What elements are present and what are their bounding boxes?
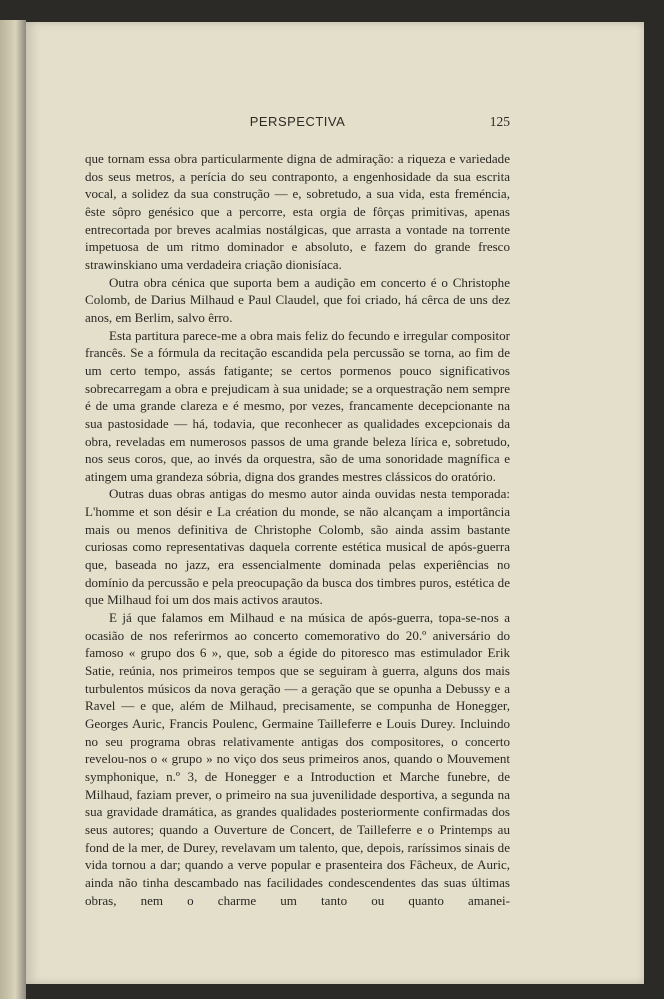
running-title: PERSPECTIVA: [249, 114, 346, 129]
paragraph: E já que falamos em Milhaud e na música de após-guerra, topa-se-nos a ocasião de nos referirmos ao concerto comemorativo do 20.º aniversário do famoso « grupo dos 6 », que, sob a égide do pitoresco mas estimulador Erik Satie, reúnia, nos primeiros tempos que se seguiram à guerra, alguns dos mais turbulentos músicos da nova geração — a geração que se opunha a Debussy e a Ravel — e que, além de Milhaud, precisamente, se compunha de Honegger, Georges Auric, Francis Poulenc, Germaine Tailleferre e Louis Durey. Incluindo no seu programa obras relativamente antigas dos compositores, o concerto revelou-nos o « grupo » no viço dos seus primeiros anos, quando o Mouvement symphonique, n.º 3, de Honegger e a Introduction et Marche funebre, de Milhaud, faziam prever, o primeiro na sua juvenilidade desportiva, a segunda na sua gravidade dramática, as grandes qualidades posteriormente confirmadas dos seus autores; quando a Ouverture de Concert, de Tailleferre e o Printemps au fond de la mer, de Durey, revelavam um talento, que, depois, raríssimos sinais de vida tornou a dar; quando a verve popular e prasenteira dos Fâcheux, de Auric, ainda não tinha descambado nas facilidades condescendentes das suas últimas obras, nem o charme um tanto ou quanto amanei-: [85, 610, 510, 908]
left-page-edge: [0, 20, 26, 999]
page-header: [85, 114, 510, 134]
page-number: 125: [489, 114, 510, 129]
paragraph: Outra obra cénica que suporta bem a audição em concerto é o Christophe Colomb, de Darius Milhaud e Paul Claudel, que foi criado, há cêrca de uns dez anos, em Berlim, salvo êrro.: [85, 274, 510, 325]
paragraph: Outras duas obras antigas do mesmo autor ainda ouvidas nesta temporada: L'homme et son désir e La création du monde, se não alcançam a importância mais ou menos definitiva de Christophe Colomb, são ainda assim bastante curiosas como representativas daquela corrente estética musical de após-guerra que, baseada no jazz, era essencialmente dominada pelas experiências no domínio da percussão e pela preocupação da busca dos timbres puros, estética de que Milhaud foi um dos mais activos arautos.: [85, 486, 510, 608]
paragraph: que tornam essa obra particularmente digna de admiração: a riqueza e variedade dos seus metros, a perícia do seu contraponto, a engenhosidade da sua escrita vocal, a solidez da sua construção — e, sobretudo, a sua vida, esta freméncia, êste sôpro genésico que a percorre, esta orgia de fôrças primitivas, apenas entrecortada por breves acalmias nostálgicas, que arrasta a vontade na torrente impetuosa de um ritmo dominador e absoluto, e fazem do grande fresco strawinskiano uma verdadeira criação dionisíaca.: [85, 151, 510, 272]
body-text: [85, 150, 510, 909]
paragraph: Esta partitura parece-me a obra mais feliz do fecundo e irregular compositor francês. Se a fórmula da recitação escandida pela percussão se torna, ao fim de um certo tempo, assás fatigante; se certos pormenos pouco significativos sobrecarregam a obra e prejudicam à sua unidade; se a orquestração nem sempre é de uma grande clareza e é mesmo, por vezes, francamente decepcionante na sua pastosidade — há, todavia, que reconhecer as qualidades excepcionais da obra, reveladas em numerosos passos de uma grande beleza lírica e, sobretudo, nos seus coros, que, ao invés da orquestra, são de uma sonoridade magnífica e atingem uma grandeza sóbria, digna dos grandes mestres clássicos do oratório.: [85, 327, 510, 484]
